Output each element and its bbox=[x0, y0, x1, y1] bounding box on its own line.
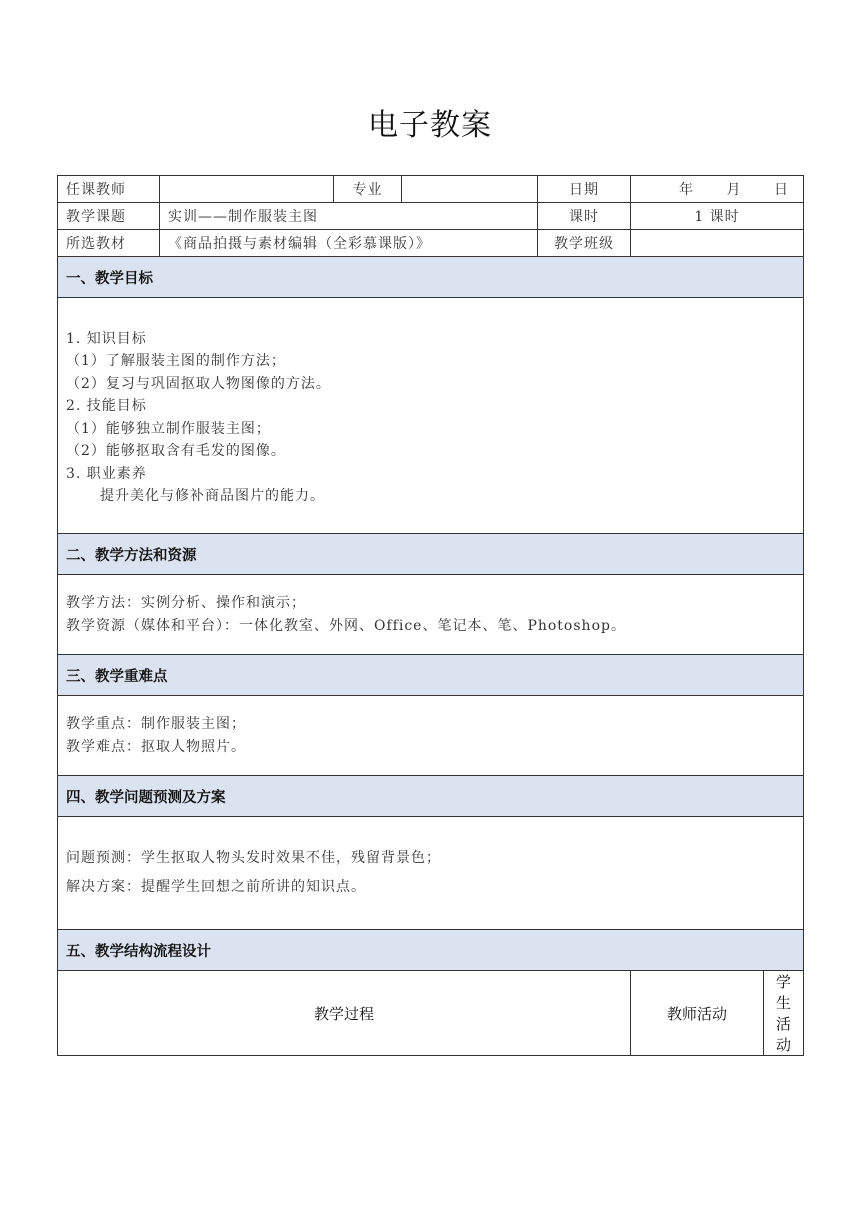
section-title: 三、教学重难点 bbox=[66, 668, 168, 685]
major-value bbox=[402, 176, 538, 203]
col-student-activity: 学生活动 bbox=[764, 971, 804, 1056]
keypoint-line: 教学难点：抠取人物照片。 bbox=[66, 738, 246, 755]
date-label: 日期 bbox=[538, 176, 631, 203]
col-process: 教学过程 bbox=[58, 971, 631, 1056]
section-header-goals bbox=[58, 257, 804, 298]
date-day: 日 bbox=[774, 182, 789, 198]
hours-label: 课时 bbox=[538, 203, 631, 230]
goal-line: 2. 技能目标 bbox=[66, 398, 147, 414]
keypoint-line: 教学重点：制作服装主图； bbox=[66, 715, 246, 732]
textbook-value: 《商品拍摄与素材编辑（全彩慕课版）》 bbox=[160, 230, 538, 257]
topic-value: 实训——制作服装主图 bbox=[160, 203, 538, 230]
goals-content bbox=[58, 298, 804, 534]
problem-line: 问题预测：学生抠取人物头发时效果不佳，残留背景色； bbox=[66, 850, 441, 866]
methods-content bbox=[58, 575, 804, 655]
major-label: 专业 bbox=[334, 176, 402, 203]
col-teacher-activity: 教师活动 bbox=[631, 971, 764, 1056]
keypoints-content bbox=[58, 696, 804, 776]
date-value bbox=[631, 176, 804, 203]
date-month: 月 bbox=[726, 182, 742, 198]
problems-content bbox=[58, 817, 804, 930]
date-year: 年 bbox=[679, 182, 694, 198]
goal-line: 3. 职业素养 bbox=[66, 465, 147, 482]
goal-line: （2）复习与巩固抠取人物图像的方法。 bbox=[66, 375, 331, 392]
section-header-flow bbox=[58, 930, 804, 971]
textbook-label: 所选教材 bbox=[58, 230, 160, 257]
section-title: 五、教学结构流程设计 bbox=[66, 943, 211, 960]
topic-label: 教学课题 bbox=[58, 203, 160, 230]
section-title: 一、教学目标 bbox=[66, 270, 153, 287]
teacher-label: 任课教师 bbox=[58, 176, 160, 203]
class-label: 教学班级 bbox=[538, 230, 631, 257]
goal-line: （1）了解服装主图的制作方法； bbox=[66, 353, 286, 369]
section-title: 二、教学方法和资源 bbox=[66, 547, 197, 564]
section-header-methods bbox=[58, 534, 804, 575]
class-value bbox=[631, 230, 804, 257]
teacher-value bbox=[160, 176, 334, 203]
hours-value: 1 课时 bbox=[631, 203, 804, 230]
goal-line-indented: 提升美化与修补商品图片的能力。 bbox=[100, 488, 325, 504]
problem-line: 解决方案：提醒学生回想之前所讲的知识点。 bbox=[66, 879, 366, 895]
section-header-keypoints bbox=[58, 655, 804, 696]
lesson-plan-table bbox=[57, 175, 804, 1056]
page-title: 电子教案 bbox=[368, 108, 492, 143]
section-title: 四、教学问题预测及方案 bbox=[66, 789, 226, 806]
goal-line: 1. 知识目标 bbox=[66, 330, 147, 347]
section-header-problems bbox=[58, 776, 804, 817]
method-line: 教学资源（媒体和平台）：一体化教室、外网、Office、笔记本、笔、Photoshop。 bbox=[66, 617, 626, 634]
method-line: 教学方法：实例分析、操作和演示； bbox=[66, 594, 306, 611]
goal-line: （2）能够抠取含有毛发的图像。 bbox=[66, 443, 286, 459]
goal-line: （1）能够独立制作服装主图； bbox=[66, 420, 271, 437]
